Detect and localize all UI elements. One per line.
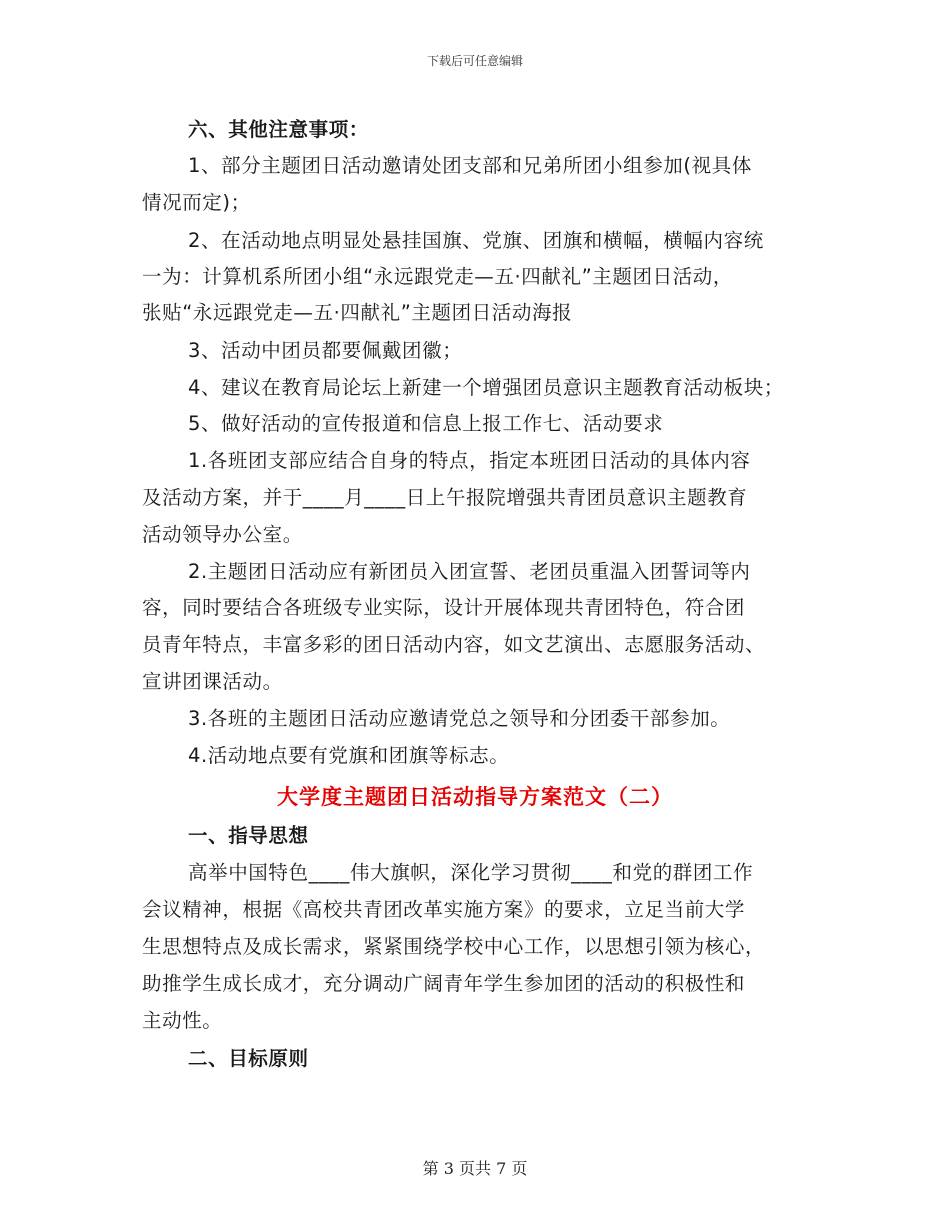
paragraph-line: 3.各班的主题团日活动应邀请党总之领导和分团委干部参加。 <box>188 707 731 730</box>
paragraph-line: 主动性。 <box>142 1009 223 1032</box>
paragraph-line: 活动领导办公室。 <box>142 523 303 546</box>
paragraph-line: 2.主题团日活动应有新团员入团宣誓、老团员重温入团誓词等内 <box>188 560 751 583</box>
paragraph-line: 会议精神，根据《高校共青团改革实施方案》的要求，立足当前大学 <box>142 898 746 921</box>
page-number: 第 3 页共 7 页 <box>422 1159 528 1178</box>
paragraph-line: 5、做好活动的宣传报道和信息上报工作七、活动要求 <box>188 412 664 435</box>
page-header: 下载后可任意编辑 <box>426 54 523 68</box>
paragraph-line: 容，同时要结合各班级专业实际，设计开展体现共青团特色，符合团 <box>142 596 746 619</box>
paragraph-line: 1.各班团支部应结合自身的特点，指定本班团日活动的具体内容 <box>188 449 751 472</box>
heading-other-notes: 六、其他注意事项： <box>188 118 369 141</box>
heading-guiding-ideology: 一、指导思想 <box>188 824 309 847</box>
paragraph-line: 及活动方案，并于____月____日上午报院增强共青团员意识主题教育 <box>142 486 748 509</box>
paragraph-line: 4.活动地点要有党旗和团旗等标志。 <box>188 744 510 767</box>
paragraph-line: 情况而定)； <box>142 191 251 214</box>
heading-target-principles: 二、目标原则 <box>188 1047 309 1070</box>
paragraph-line: 3、活动中团员都要佩戴团徽； <box>188 339 463 362</box>
paragraph-line: 高举中国特色____伟大旗帜，深化学习贯彻____和党的群团工作 <box>188 861 754 884</box>
paragraph-line: 1、部分主题团日活动邀请处团支部和兄弟所团小组参加(视具体 <box>188 154 752 177</box>
paragraph-line: 助推学生成长成才，充分调动广阔青年学生参加团的活动的积极性和 <box>142 972 746 995</box>
paragraph-line: 宣讲团课活动。 <box>142 670 283 693</box>
paragraph-line: 4、建议在教育局论坛上新建一个增强团员意识主题教育活动板块； <box>188 376 784 399</box>
section-title: 大学度主题团日活动指导方案范文（二） <box>277 785 673 809</box>
paragraph-line: 生思想特点及成长需求，紧紧围绕学校中心工作，以思想引领为核心， <box>142 935 766 958</box>
paragraph-line: 张贴“永远跟党走—五·四献礼”主题团日活动海报 <box>142 301 573 324</box>
paragraph-line: 员青年特点，丰富多彩的团日活动内容，如文艺演出、志愿服务活动、 <box>142 633 766 656</box>
paragraph-line: 2、在活动地点明显处悬挂国旗、党旗、团旗和横幅，横幅内容统 <box>188 229 764 252</box>
paragraph-line: 一为：计算机系所团小组“永远跟党走—五·四献礼”主题团日活动， <box>142 265 734 288</box>
